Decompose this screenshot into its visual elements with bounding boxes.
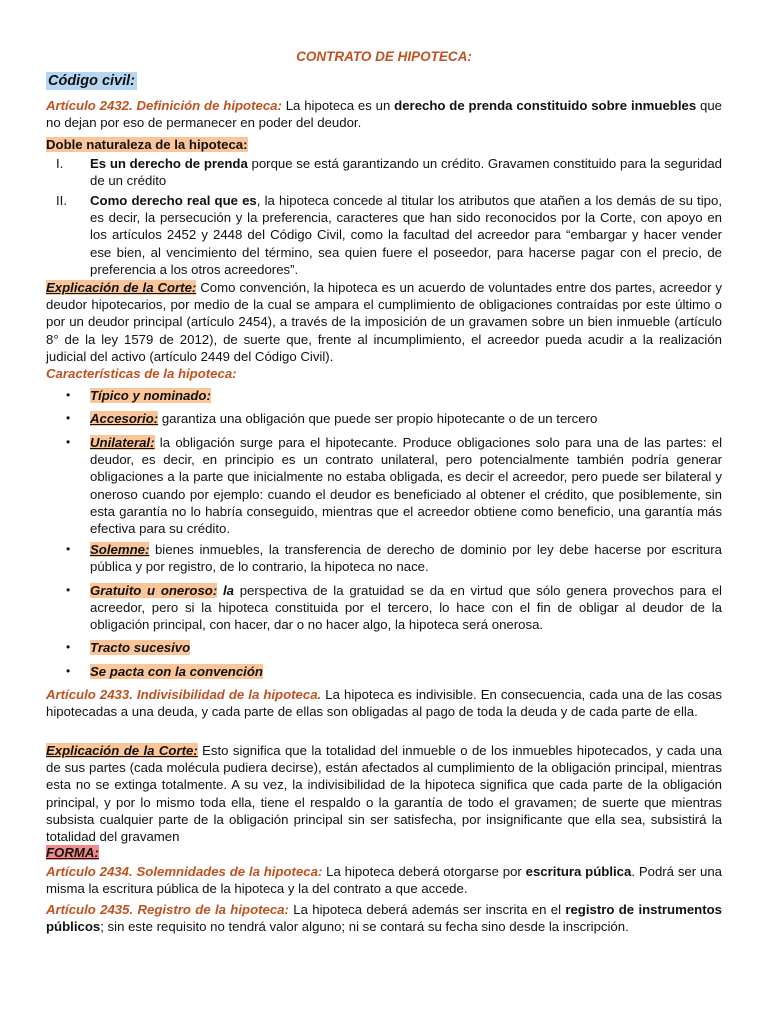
list-item-body: la obligación surge para el hipotecante. Produce obligaciones solo para una de las partes: el deudor, es decir, en principio es un contrato unilateral, pero potencialmente también podría generar obligaciones a la parte que inicialmente no estaba obligada, es decir el acreedor, pero puede ser bilateral y oneroso cuando por ejemplo: cuando el deudor es beneficiado al obtener el crédito, que posiblemente, sin esta garantía no lo habría conseguido, mientras que el acreedor obtiene como beneficio, una garantía más efectiva para su crédito. [90,435,722,537]
doble-item-2-text [90,192,722,278]
explicacion-1-label: Explicación de la Corte: [46,280,197,295]
art-2433-text: La hipoteca es indivisible. En consecuencia, cada una de las cosas hipotecadas a una deuda, y cada parte de ellas son obligadas al pago de toda la deuda y de cada parte de ella. [46,687,722,720]
roman-numeral: II. [56,193,67,208]
doble-item-1-text [90,155,722,189]
list-item-body: bienes inmuebles, la transferencia de derecho de dominio por ley debe hacerse por escritura pública y por registro, de lo contrario, la hipoteca no nace. [90,542,722,575]
explicacion-corte-2 [46,742,722,845]
forma-label: FORMA: [46,845,99,860]
forma-heading [46,844,722,861]
list-item-body: perspectiva de la gratuidad se da en virtud que sólo genera provechos para el acreedor, pero si la hipoteca constituida por el tercero, lo hace con el fin de obligar al deudor de la obligación principal, con hacer, dar o no hacer algo, la hipoteca será onerosa. [90,583,722,633]
doble-item-1-bold: Es un derecho de prenda [90,156,248,171]
art-2433-paragraph [46,686,722,720]
bullet-icon: • [66,583,71,597]
caracteristicas-heading [46,365,722,382]
doble-naturaleza-heading [46,136,722,153]
art-2432-text-1: La hipoteca es un [281,98,395,113]
art-2434-text-2: . Podrá ser una misma la escritura pública de la hipoteca y la del contrato a que accede. [46,864,722,897]
bullet-icon: • [66,664,71,678]
list-item-text [90,387,722,404]
art-2434-paragraph [46,863,722,897]
list-item-label: Típico y nominado: [90,388,211,403]
explicacion-1-text: Como convención, la hipoteca es un acuerdo de voluntades entre dos partes, acreedor y deudor hipotecarios, por medio de la cual se ampara el cumplimiento de obligaciones contraídas por este último o por un deudor principal (artículo 2454), a través de la imposición de un gravamen sobre un bien inmueble (artículo 8° de la ley 1579 de 2012), de suerte que, frente al incumplimiento, el acreedor pueda acudir a la realización judicial del activo (artículo 2449 del Código Civil). [46,280,723,364]
list-item-label: Solemne: [90,542,150,557]
list-item-text [90,663,722,680]
explicacion-2-label: Explicación de la Corte: [46,743,198,758]
art-2432-text-2: que no dejan por eso de permanecer en poder del deudor. [46,98,723,131]
bullet-icon: • [66,411,71,425]
art-2435-text-1: La hipoteca deberá además ser inscrita en el [288,902,566,917]
explicacion-corte-1 [46,279,722,365]
list-item-text [90,434,722,537]
list-item-text [90,582,722,634]
bullet-icon: • [66,388,71,402]
art-2435-label: Artículo 2435. Registro de la hipoteca: [46,902,289,917]
doble-naturaleza-label: Doble naturaleza de la hipoteca: [46,137,248,152]
art-2434-bold: escritura pública [525,864,632,879]
bullet-icon: • [66,640,71,654]
bullet-icon: • [66,542,71,556]
explicacion-2-text: Esto significa que la totalidad del inmueble o de los inmuebles hipotecados, y cada una de sus partes (cada molécula pudiera decirse), están afectados al cumplimiento de la obligación principal, mientras esta no se extinga totalmente. A su vez, la indivisibilidad de la hipoteca significa que cada parte de la obligación principal, y por lo mismo toda ella, tiene el respaldo o la garantía de todo el gravamen; de suerte que mientras subsista cualquier parte de la obligación principal sin ser satisfecha, por insignificante que ella sea, subsistirá la totalidad del gravamen [46,743,722,845]
list-item-label: Tracto sucesivo [90,640,191,655]
doble-item-2-body: , la hipoteca concede al titular los atributos que atañen a los demás de su tipo, es decir, la persecución y la preferencia, caracteres que han sido reconocidos por la Corte, con apoyo en los artículos 2452 y 2448 del Código Civil, como la facultad del acreedor para “embargar y hacer vender ese bien, al vencimiento del término, sea quien fuere el poseedor, para hacerse pagar con el precio, de preferencia a los otros acreedores”. [90,193,722,277]
caracteristicas-label: Características de la hipoteca: [46,366,237,381]
art-2432-label: Artículo 2432. Definición de hipoteca: [46,98,282,113]
art-2435-paragraph [46,901,722,935]
doble-item-2-bold: Como derecho real que es [90,193,257,208]
bullet-icon: • [66,435,71,449]
list-item-label: Gratuito u oneroso: [90,583,218,598]
roman-numeral: I. [56,156,64,171]
list-item-label: Unilateral: [90,435,155,450]
list-item-lead: la [217,583,234,598]
list-item-label: Se pacta con la convención [90,664,263,679]
doble-item-1-body: porque se está garantizando un crédito. Gravamen constituido para la seguridad de un crédito [90,156,723,189]
art-2434-text-1: La hipoteca deberá otorgarse por [322,864,526,879]
art-2434-label: Artículo 2434. Solemnidades de la hipoteca: [46,864,323,879]
art-2433-label: Artículo 2433. Indivisibilidad de la hipoteca. [46,687,322,702]
codigo-civil-heading [46,72,722,90]
list-item-text [90,541,722,575]
art-2432-bold: derecho de prenda constituido sobre inmuebles [394,98,697,113]
art-2435-text-2: ; sin este requisito no tendrá valor alguno; ni se contará su fecha sino desde la inscripción. [100,919,629,935]
list-item-label: Accesorio: [90,411,159,426]
list-item-body: garantiza una obligación que puede ser propio hipotecante o de un tercero [158,411,598,426]
list-item-text [90,639,722,656]
codigo-civil-label: Código civil: [48,73,135,89]
art-2432-paragraph [46,97,722,131]
document-title: CONTRATO DE HIPOTECA: [296,49,472,64]
art-2435-bold: registro de instrumentos públicos [46,902,722,935]
list-item-text [90,410,722,427]
